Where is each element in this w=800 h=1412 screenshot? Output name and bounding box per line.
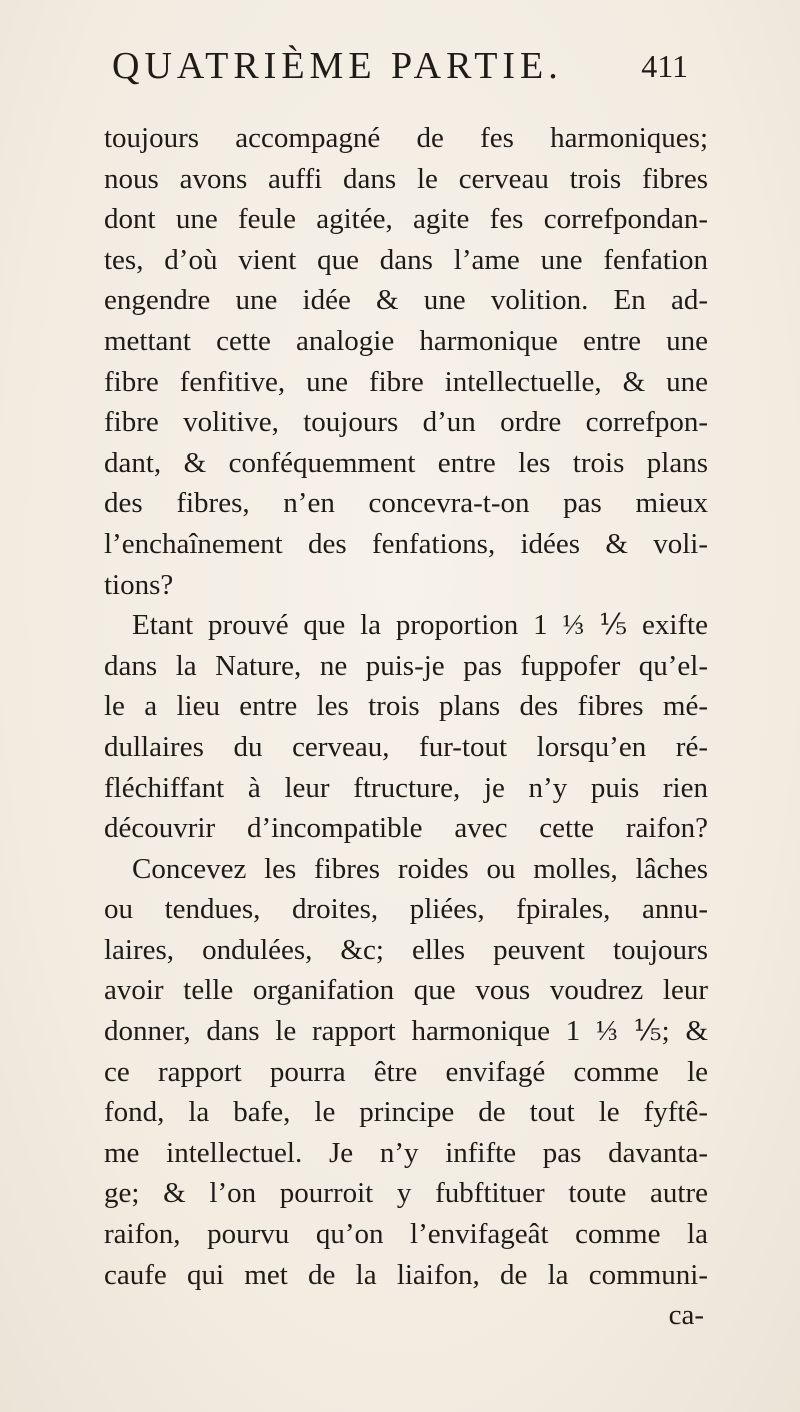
text-line: caufe qui met de la liaifon, de la communi- (104, 1258, 708, 1291)
text-line: ge; & l’on pourroit y fubftituer toute autre (104, 1177, 708, 1210)
text-line: fibre fenfitive, une fibre intellectuelle, & une (104, 365, 708, 398)
text-line: découvrir d’incompatible avec cette raifon? (104, 812, 708, 845)
text-line: dans la Nature, ne puis-je pas fuppofer qu’el- (104, 649, 708, 682)
text-line: fond, la bafe, le principe de tout le fyftê- (104, 1096, 708, 1129)
text-line: donner, dans le rapport harmonique 1 ⅓ ⅕; & (104, 1015, 708, 1048)
text-line: raifon, pourvu qu’on l’envifageât comme la (104, 1218, 708, 1251)
text-line: des fibres, n’en concevra-t-on pas mieux (104, 487, 708, 520)
text-line: dant, & conféquemment entre les trois plans (104, 446, 708, 479)
text-line: ou tendues, droites, pliées, fpirales, annu- (104, 893, 708, 926)
catchword: ca- (668, 1299, 704, 1332)
text-line: me intellectuel. Je n’y infifte pas davanta- (104, 1136, 708, 1169)
text-line: laires, ondulées, &c; elles peuvent toujours (104, 933, 708, 966)
text-line: engendre une idée & une volition. En ad- (104, 284, 708, 317)
running-head (112, 36, 688, 96)
text-line: Concevez les fibres roides ou molles, lâches (132, 852, 708, 885)
running-title: QUATRIÈME PARTIE. (112, 45, 563, 87)
text-line: Etant prouvé que la proportion 1 ⅓ ⅕ exifte (132, 609, 708, 642)
text-line: nous avons auffi dans le cerveau trois fibres (104, 162, 708, 195)
text-line: tes, d’où vient que dans l’ame une fenfation (104, 243, 708, 276)
body-text (104, 118, 708, 1336)
text-line: fléchiffant à leur ftructure, je n’y puis rien (104, 771, 708, 804)
text-line: tions? (104, 568, 174, 601)
text-line: toujours accompagné de fes harmoniques; (104, 122, 708, 154)
text-line: fibre volitive, toujours d’un ordre correfpon- (104, 406, 708, 439)
text-line: l’enchaînement des fenfations, idées & voli- (104, 527, 708, 560)
text-line: mettant cette analogie harmonique entre une (104, 324, 708, 357)
text-line: dont une feule agitée, agite fes correfpondan- (104, 203, 708, 236)
text-line: avoir telle organifation que vous voudrez leur (104, 974, 708, 1007)
text-line: dullaires du cerveau, fur-tout lorsqu’en ré- (104, 730, 708, 763)
page-number: 411 (641, 48, 688, 84)
text-line: ce rapport pourra être envifagé comme le (104, 1055, 708, 1088)
text-line: le a lieu entre les trois plans des fibres mé- (104, 690, 708, 723)
